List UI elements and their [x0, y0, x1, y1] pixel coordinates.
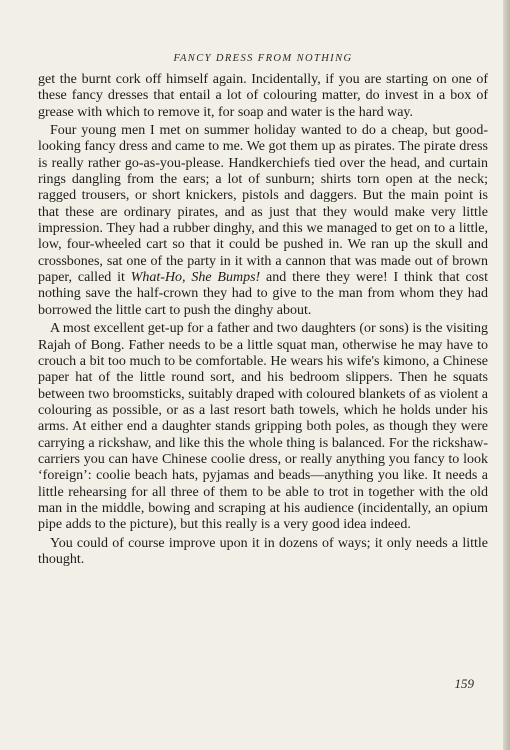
- paragraph-2-text-b: and there they were! I think that cost nothing save the half-crown they had to give to the man from whom they had borrowed the little cart to push the dinghy about.: [38, 270, 489, 318]
- paragraph-2: [38, 123, 488, 319]
- page-number: 159: [454, 676, 474, 691]
- paragraph-1: get the burnt cork off himself again. Incidentally, if you are starting on one of these fancy dresses that entail a lot of colouring matter, do invest in a box of grease with which to remove it, for soap and water is the hard way.: [38, 72, 488, 120]
- paragraph-4: You could of course improve upon it in dozens of ways; it only needs a little thought.: [38, 535, 488, 567]
- body-text: [38, 72, 488, 570]
- running-head: FANCY DRESS FROM NOTHING: [173, 53, 353, 64]
- page-edge: [503, 0, 510, 750]
- boat-name: What-Ho, She Bumps!: [130, 270, 261, 286]
- paragraph-3: A most excellent get-up for a father and two daughters (or sons) is the visiting Rajah of Bong. Father needs to be a little squat man, otherwise he may have to crouch a bit too much to be comfortable. He wears his wife's kimono, a Chinese paper hat of the little round sort, and his bedroom slippers. Then he squats between two broomsticks, suitably draped with coloured blankets of as violent a colouring as possible, or as a last resort bath towels, which he holds under his arms. At either end a daughter stands gripping both poles, as though they were carrying a rickshaw, and like this the whole thing is balanced. For the rickshaw-carriers you can have Chinese coolie dress, or really anything you fancy to look ‘foreign’: coolie beach hats, pyjamas and beads—anything you like. It needs a little rehearsing for all three of them to be able to trot in together with the old man in the middle, bowing and scraping at his audience (incidentally, an opium pipe adds to the picture), but this really is a very good idea indeed.: [38, 321, 488, 533]
- paragraph-2-text-a: Four young men I met on summer holiday wanted to do a cheap, but good-looking fancy dress and came to me. We got them up as pirates. The pirate dress is really rather go-as-you-please. Handkerchiefs tied over the head, and curtain rings dangling from the ears; a lot of sunburn; shirts torn open at the neck; ragged trousers, or short knickers, pistols and daggers. But the main point is that these are ordinary pirates, and as just that they would make very little impression. They had a rubber dinghy, and this we managed to get on to a little, low, four-wheeled cart so that it could be pushed in. We ran up the skull and crossbones, sat one of the party in it with a cannon that was made out of brown paper, called it: [38, 123, 488, 286]
